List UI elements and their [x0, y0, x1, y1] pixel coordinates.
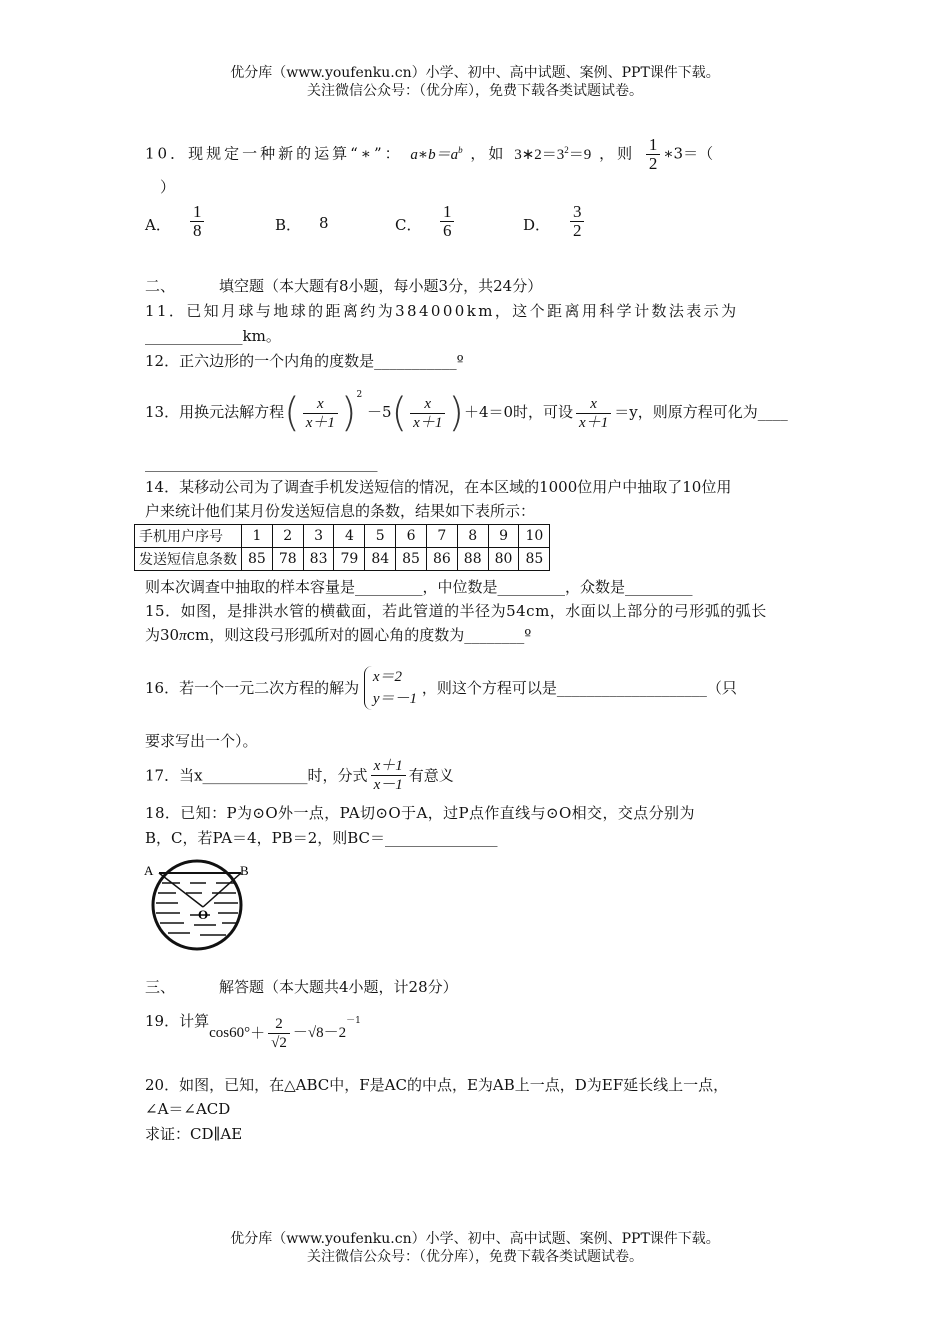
table-cell: 80 [488, 548, 519, 571]
page-header-line2: 关注微信公众号：（优分库），免费下载各类试题试卷。 [307, 83, 643, 99]
q13-fraction-1: $\frac{x}{x+1}$ [303, 395, 338, 432]
q10-example: $3∗2=3^2=9$ [514, 144, 592, 163]
table-cell: 83 [303, 548, 334, 571]
table-row [135, 548, 550, 571]
option-c-fraction: 1 6 [440, 203, 455, 240]
q14-line1: 14．某移动公司为了调查手机发送短信的情况，在本区域的1000位用户中抽取了10位用 [145, 478, 732, 496]
q11-line1: 11．已知月球与地球的距离约为384000km，这个距离用科学计数法表示为 [145, 302, 739, 320]
q20-line3: 求证：CD∥AE [145, 1125, 243, 1143]
table-cell: 10 [519, 525, 550, 548]
q10-mid: ，如 [470, 144, 507, 163]
q10-ask-end: ∗3＝（ [663, 144, 714, 163]
q15-line1: 15．如图，是排洪水管的横截面，若此管道的半径为54cm，水面以上部分的弓形弧的弧长 [145, 602, 767, 620]
table-cell: 8 [457, 525, 488, 548]
question-10 [145, 136, 713, 173]
table-cell: 79 [334, 548, 365, 571]
table-row-label: 发送短信息条数 [135, 548, 242, 571]
q10-close-paren: ） [160, 178, 176, 196]
q10-definition: $a∗b=a^b$ [410, 144, 463, 163]
label-o: O [198, 907, 209, 922]
table-cell: 86 [426, 548, 457, 571]
table-cell: 6 [396, 525, 427, 548]
table-cell: 3 [303, 525, 334, 548]
table-cell: 5 [365, 525, 396, 548]
section-3-heading: 三、 解答题（本大题共4小题，计28分） [145, 978, 458, 996]
q20-line1: 20．如图，已知，在△ABC中，F是AC的中点，E为AB上一点，D为EF延长线上一点， [145, 1076, 729, 1094]
table-cell: 4 [334, 525, 365, 548]
radius-oa [159, 873, 203, 907]
section-2-heading: 二、 填空题（本大题有8小题，每小题3分，共24分） [145, 277, 543, 295]
q15-line2: 为30πcm，则这段弓形弧所对的圆心角的度数为________º [145, 626, 532, 644]
table-row [135, 525, 550, 548]
table-cell: 1 [242, 525, 273, 548]
q16: 16．若一个一元二次方程的解为 x＝2 y＝－1 ，则这个方程可以是____________________（只 [145, 666, 737, 714]
q14-after: 则本次调查中抽取的样本容量是_________，中位数是_________，众数是_________ [145, 578, 693, 596]
q13: 13．用换元法解方程( $\frac{x}{x+1}$ )$^2$ －5( $\frac{x}{x+1}$ )＋4＝0时，可设 $\frac{x}{x+1}$ ＝y，则原方程可化为____ [145, 390, 788, 436]
table-cell: 85 [396, 548, 427, 571]
table-cell: 85 [242, 548, 273, 571]
q10-prefix: 10．现规定一种新的运算“∗”： [145, 144, 403, 163]
q10-options [145, 203, 845, 251]
q19: 19．计算cos60°＋ $\frac{2}{√2}$ $-√8-2^{-1}$ [145, 1012, 361, 1051]
table-cell: 88 [457, 548, 488, 571]
pipe-cross-section-figure [140, 855, 270, 955]
table-cell: 78 [272, 548, 303, 571]
q19-fraction: $\frac{2}{√2}$ [268, 1015, 290, 1052]
q14-line2: 户来统计他们某月份发送短信息的条数，结果如下表所示： [145, 502, 536, 520]
table-cell: 9 [488, 525, 519, 548]
page-header-line1: 优分库（www.youfenku.cn）小学、初中、高中试题、案例、PPT课件下载。 [230, 65, 720, 81]
q10-ask: ，则 [599, 144, 636, 163]
option-a-label: A． [145, 216, 171, 234]
radius-ob [203, 873, 241, 907]
table-cell: 85 [519, 548, 550, 571]
q13-prefix: 13．用换元法解方程 [145, 403, 285, 421]
table-row-label: 手机用户序号 [135, 525, 242, 548]
option-d-label: D． [523, 216, 551, 234]
table-cell: 2 [272, 525, 303, 548]
option-a-fraction: 1 8 [190, 203, 205, 240]
option-b-value: 8 [319, 214, 329, 232]
label-b: B [240, 863, 249, 878]
q20-line2: ∠A＝∠ACD [145, 1100, 231, 1118]
option-c-label: C． [395, 216, 422, 234]
option-d-fraction: 3 2 [570, 203, 585, 240]
q12: 12．正六边形的一个内角的度数是___________º [145, 352, 464, 370]
page-footer-line1: 优分库（www.youfenku.cn）小学、初中、高中试题、案例、PPT课件下载。 [230, 1231, 720, 1247]
q13-fraction-2: $\frac{x}{x+1}$ [410, 395, 445, 432]
q17: 17．当x______________时，分式 $\frac{x+1}{x-1}$ 有意义 [145, 758, 454, 793]
option-b-label: B． [275, 216, 302, 234]
table-cell: 84 [365, 548, 396, 571]
q11-line2: _____________km。 [145, 327, 281, 345]
q13-answer-blank: _______________________________ [145, 454, 378, 472]
q18-line1: 18．已知：P为⊙O外一点，PA切⊙O于A，过P点作直线与⊙O相交，交点分别为 [145, 804, 695, 822]
q13-substitution-fraction: $\frac{x}{x+1}$ [576, 395, 611, 432]
q17-fraction: $\frac{x+1}{x-1}$ [371, 757, 406, 794]
label-a: A [144, 863, 154, 878]
sms-data-table [134, 524, 550, 571]
water-lines [156, 883, 238, 935]
q16-line2: 要求写出一个）。 [145, 732, 258, 750]
q10-fraction-half: $\frac{1}{2}$ [646, 136, 661, 173]
pipe-circle [153, 861, 241, 949]
q16-system: x＝2 y＝－1 [364, 666, 417, 710]
page-footer-line2: 关注微信公众号：（优分库），免费下载各类试题试卷。 [307, 1249, 643, 1265]
table-cell: 7 [426, 525, 457, 548]
q18-line2: B，C，若PA＝4，PB＝2，则BC＝_______________ [145, 829, 498, 847]
